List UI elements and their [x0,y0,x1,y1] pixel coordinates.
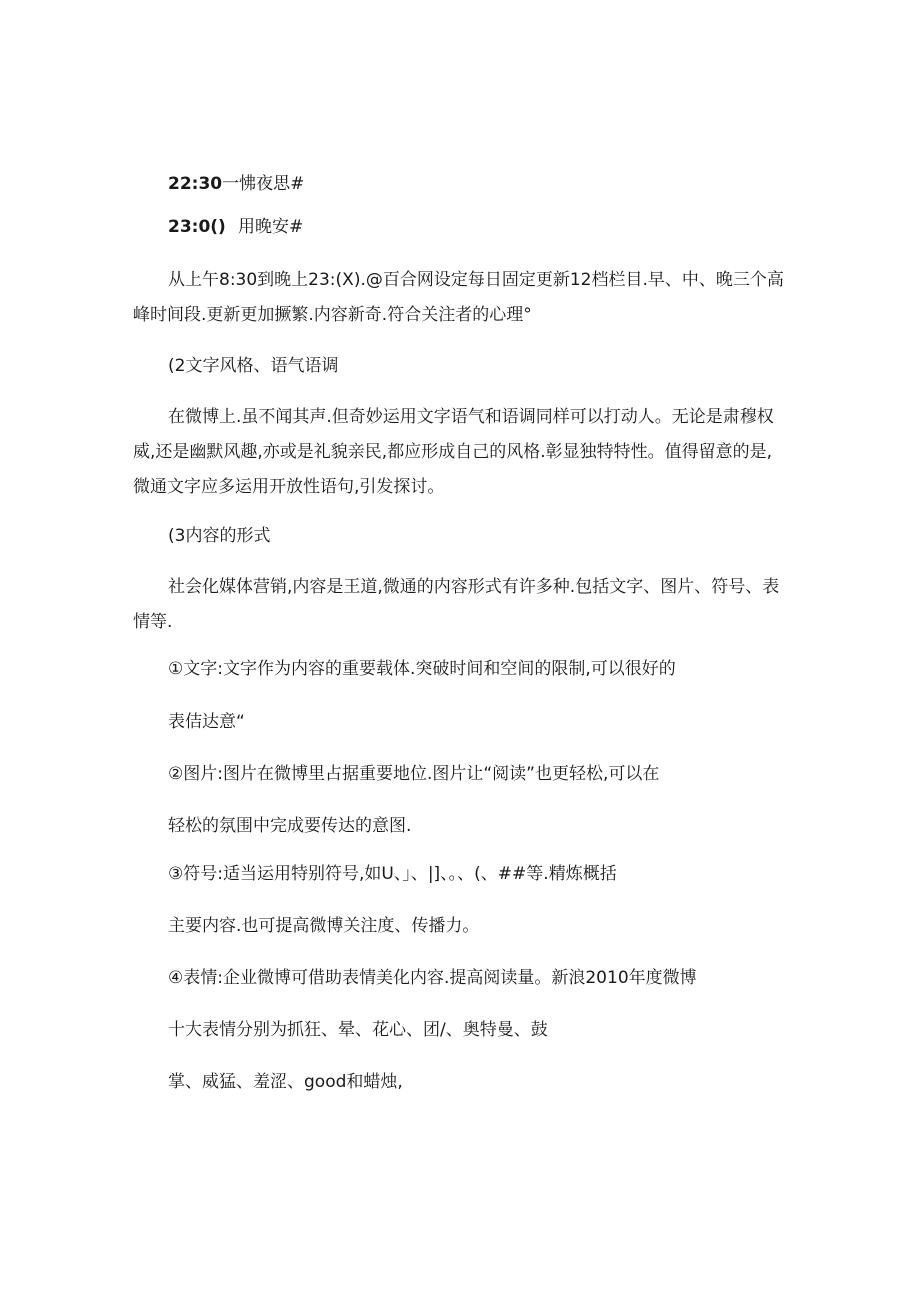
item-image-line-1: ②图片:图片在微博里占据重要地位.图片让“阅读”也更轻松,可以在 [168,764,660,784]
heading-content: (3内容的形式 [168,526,271,546]
paragraph-style: 在微博上.虽不闻其声.但奇妙运用文字语气和语调同样可以打动人。无论是肃穆权威,还是幽默风趣,亦或是礼貌亲民,都应形成自己的风格.彰显独特特性。值得留意的是,微通文字应多运用开放性语句,引发探讨。 [133,407,774,497]
item-symbol-line-1: ③符号:适当运用特别符号,如U、」、|]、。、(、##等.精炼概括 [168,864,617,884]
schedule-text: 用晚安# [238,217,304,237]
item-emoji-line-3: 掌、威猛、羞涩、good和蜡烛, [168,1072,403,1092]
item-text-line-2: 表佶达意“ [168,712,245,732]
item-text-line-1: ①文字:文字作为内容的重要载体.突破时间和空间的限制,可以很好的 [168,659,676,679]
item-emoji-line-1: ④表情:企业微博可借助表情美化内容.提高阅读量。新浪2010年度微博 [168,968,697,988]
schedule-line-2230 [168,172,304,196]
item-image-line-2: 轻松的氛围中完成要传达的意图. [168,816,412,836]
item-symbol-line-2: 主要内容.也可提高微博关注度、传播力。 [168,916,480,936]
paragraph-content: 社会化媒体营销,内容是王道,微通的内容形式有许多种.包括文字、图片、符号、表情等. [133,577,780,632]
schedule-text: 一怫夜思# [222,174,305,194]
schedule-time: 22:30 [168,174,223,194]
schedule-time: 23:0() [168,217,226,237]
paragraph-schedule: 从上午8:30到晚上23:(X).@百合网设定每日固定更新12档栏目.早、中、晚三个高峰时间段.更新更加撅繁.内容新奇.符合关注者的心理° [133,270,784,325]
heading-style: (2文字风格、语气语调 [168,356,339,376]
item-emoji-line-2: 十大表情分别为抓狂、晕、花心、团/、奥特曼、鼓 [168,1020,548,1040]
schedule-line-2300 [168,215,303,239]
